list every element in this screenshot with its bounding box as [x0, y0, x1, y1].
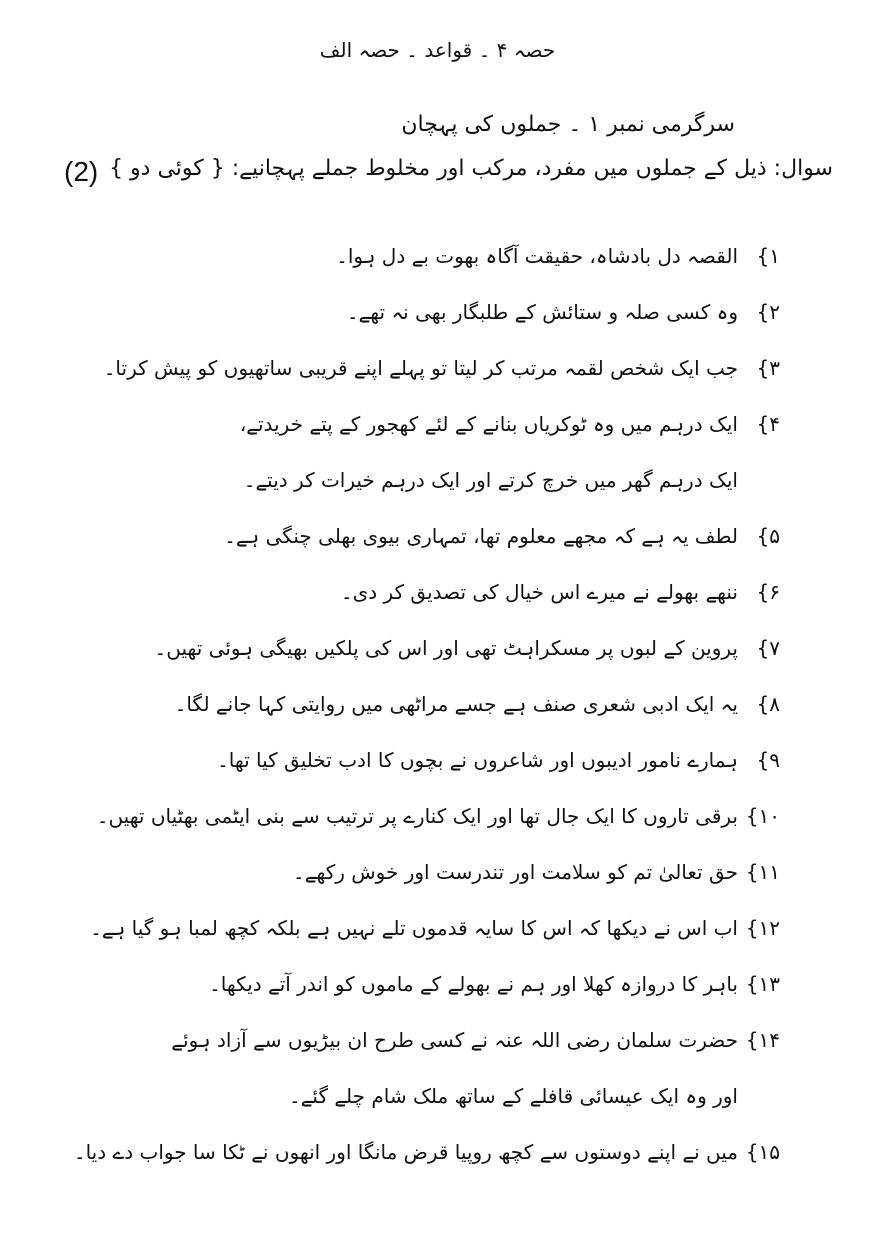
- sentence-item: [20, 396, 780, 508]
- sentence-number: ۱۱}: [745, 860, 780, 884]
- sentence-text: [20, 340, 738, 396]
- sentence-line: جب ایک شخص لقمہ مرتب کر لیتا تو پہلے اپنے قریبی ساتھیوں کو پیش کرتا۔: [103, 356, 738, 380]
- sentence-number: ۲}: [756, 300, 780, 324]
- sentence-line: اب اس نے دیکھا کہ اس کا سایہ قدموں تلے نہیں ہے بلکہ کچھ لمبا ہو گیا ہے۔: [90, 916, 738, 940]
- sentence-item: [20, 620, 780, 676]
- sentence-item: [20, 956, 780, 1012]
- sentence-text: [20, 844, 738, 900]
- sentence-line: ننھے بھولے نے میرے اس خیال کی تصدیق کر دی۔: [340, 580, 738, 604]
- sentence-list: [20, 228, 780, 1180]
- sentence-item: [20, 1124, 780, 1180]
- sentence-line: ہمارے نامور ادیبوں اور شاعروں نے بچوں کا ادب تخلیق کیا تھا۔: [217, 748, 738, 772]
- sentence-line: ایک درہم گھر میں خرچ کرتے اور ایک درہم خیرات کر دیتے۔: [243, 468, 738, 492]
- section-heading: حصہ ۴ ۔ قواعد ۔ حصہ الف: [319, 38, 556, 62]
- sentence-item: [20, 508, 780, 564]
- sentence-item: [20, 788, 780, 844]
- sentence-number: ۳}: [756, 356, 780, 380]
- sentence-number: ۵}: [756, 524, 780, 548]
- sentence-text: [20, 900, 738, 956]
- sentence-item: [20, 844, 780, 900]
- sentence-number: ۸}: [756, 692, 780, 716]
- sentence-text: [20, 396, 738, 508]
- sentence-number: ۱۲}: [745, 916, 780, 940]
- sentence-number: ۱۳}: [745, 972, 780, 996]
- sentence-line: لطف یہ ہے کہ مجھے معلوم تھا، تمہاری بیوی بھلی چنگی ہے۔: [224, 524, 738, 548]
- sentence-text: [20, 508, 738, 564]
- sentence-item: [20, 284, 780, 340]
- sentence-item: [20, 340, 780, 396]
- sentence-line: اور وہ ایک عیسائی قافلے کے ساتھ ملک شام چلے گئے۔: [288, 1084, 738, 1108]
- sentence-number: ۱}: [756, 244, 780, 268]
- sentence-text: [20, 788, 738, 844]
- sentence-line: حق تعالیٰ تم کو سلامت اور تندرست اور خوش رکھے۔: [293, 860, 738, 884]
- sentence-line: میں نے اپنے دوستوں سے کچھ روپیا قرض مانگا اور انھوں نے ٹکا سا جواب دے دیا۔: [73, 1140, 738, 1164]
- sentence-number: ۱۵}: [745, 1140, 780, 1164]
- sentence-number: ۱۴}: [745, 1028, 780, 1052]
- sentence-item: [20, 1012, 780, 1124]
- sentence-number: ۹}: [756, 748, 780, 772]
- marks-label: (2): [64, 156, 99, 187]
- sentence-number: ۶}: [756, 580, 780, 604]
- sentence-line: القصہ دل بادشاہ، حقیقت آگاہ بھوت بے دل ہوا۔: [336, 244, 738, 268]
- sentence-text: [20, 732, 738, 788]
- sentence-text: [20, 1124, 738, 1180]
- sentence-line: برقی تاروں کا ایک جال تھا اور ایک کنارے پر ترتیب سے بنی ایٹمی بھٹیاں تھیں۔: [96, 804, 738, 828]
- sentence-line: وہ کسی صلہ و ستائش کے طلبگار بھی نہ تھے۔: [346, 300, 738, 324]
- sentence-text: [20, 1012, 738, 1124]
- sentence-item: [20, 676, 780, 732]
- sentence-line: حضرت سلمان رضی اللہ عنہ نے کسی طرح ان بیڑیوں سے آزاد ہوئے: [171, 1028, 738, 1052]
- sentence-text: [20, 284, 738, 340]
- sentence-line: یہ ایک ادبی شعری صنف ہے جسے مراٹھی میں روایتی کہا جانے لگا۔: [174, 692, 738, 716]
- sentence-line: ایک درہم میں وہ ٹوکریاں بنانے کے لئے کھجور کے پتے خریدتے،: [239, 412, 738, 436]
- sentence-item: [20, 564, 780, 620]
- sentence-item: [20, 228, 780, 284]
- sentence-text: [20, 620, 738, 676]
- sentence-text: [20, 676, 738, 732]
- sentence-number: ۷}: [756, 636, 780, 660]
- sentence-text: [20, 956, 738, 1012]
- question-row: [0, 156, 875, 196]
- sentence-text: [20, 228, 738, 284]
- sentence-item: [20, 732, 780, 788]
- sentence-line: باہر کا دروازہ کھلا اور ہم نے بھولے کے ماموں کو اندر آتے دیکھا۔: [209, 972, 738, 996]
- sentence-line: پروین کے لبوں پر مسکراہٹ تھی اور اس کی پلکیں بھیگی ہوئی تھیں۔: [154, 636, 738, 660]
- sentence-number: ۴}: [756, 412, 780, 436]
- sentence-text: [20, 564, 738, 620]
- sentence-number: ۱۰}: [745, 804, 780, 828]
- question-text: سوال: ذیل کے جملوں میں مفرد، مرکب اور مخلوط جملے پہچانیے: { کوئی دو }: [109, 156, 833, 181]
- sentence-item: [20, 900, 780, 956]
- activity-title: سرگرمی نمبر ۱ ۔ جملوں کی پہچان: [401, 112, 735, 137]
